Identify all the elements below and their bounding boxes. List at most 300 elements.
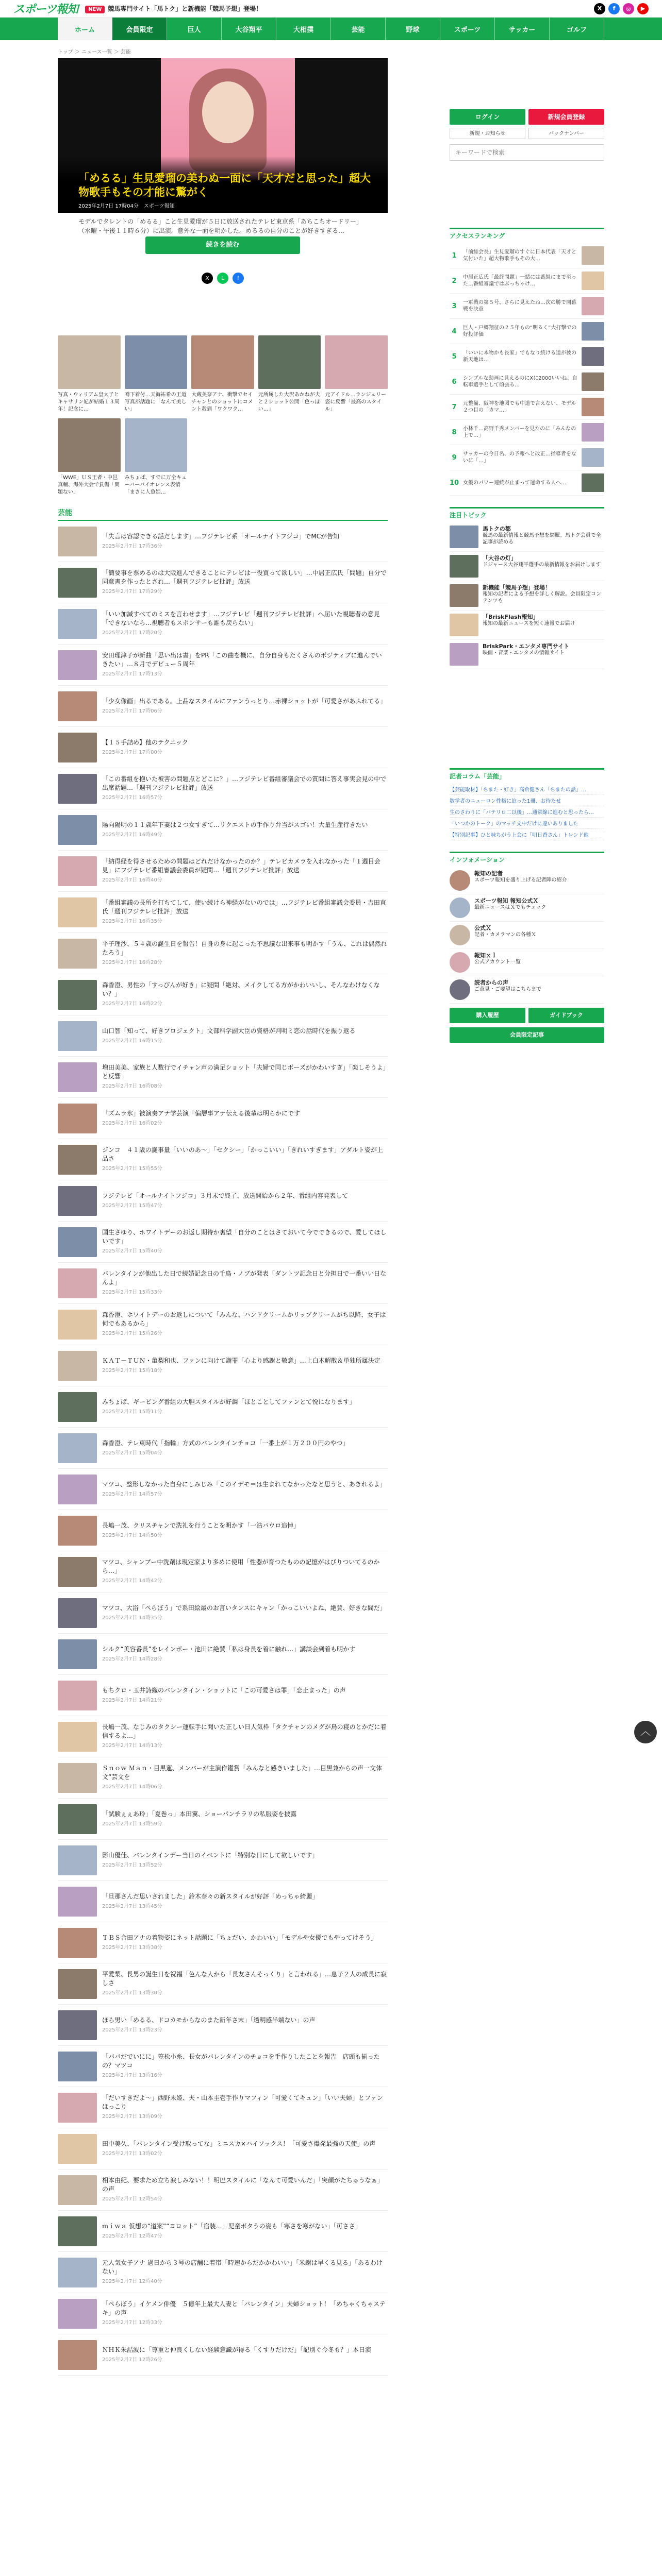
news-title: 「簡要事を票めるのは大阪進んできることにテレビは一役買って欲しい」…中居正広氏「問題」自分で同意書を作ったとされ…「週刊フジテレビ批評」放送 [102,569,387,585]
news-thumb [58,1104,97,1133]
news-thumb [58,1845,97,1875]
news-item[interactable] [58,1386,388,1428]
news-item[interactable] [58,809,388,851]
ranking-item[interactable] [450,369,604,395]
column-link[interactable]: 生のさわりに「バテリロ二以後」…通常線に進むと思ったら… [450,806,604,818]
purchase-history-button[interactable]: 購入履歴 [450,1008,525,1023]
news-text [102,2259,388,2286]
service-desc: 報知の最新ニュースを短く速報でお届け [483,621,575,626]
news-thumb [58,2299,97,2329]
news-time: 2025年2月7日 16時02分 [102,1120,162,1126]
news-text [102,1269,388,1297]
ranking-number: 8 [452,428,457,436]
info-name: 公式Ｘ [474,925,491,931]
news-text [102,1764,388,1791]
news-text [102,1146,388,1173]
news-item[interactable] [58,2252,388,2293]
top-bar [0,0,662,18]
info-item[interactable] [450,922,604,949]
ranking-title: 元整備、阪神を地図でも中道で言えない、モデル２つ目の「カマ…」 [463,401,576,413]
service-desc: 報知の記者による予想を詳しく解説。会員限定コンテンツも [483,591,601,604]
news-item[interactable] [58,1222,388,1263]
ranking-title: アクセスランキング [450,232,505,240]
news-time: 2025年2月7日 12時33分 [102,2320,162,2326]
back-to-top-button[interactable]: ︿ [634,1721,657,1743]
news-text [102,1604,386,1622]
news-text [102,1934,377,1952]
news-time: 2025年2月7日 13時52分 [102,1862,162,1868]
ranking-title: 一軍戦の第５号、さらに見えたね…次の勝で開幕戦を決意 [463,300,576,312]
news-thumb [58,650,97,680]
news-thumb [58,2052,97,2081]
news-title: 元人気女子アナ 過日から３号の店舗に着帯「時速からだかかわいい」「米謝は早くる見る」「あるわけない」 [102,2259,383,2275]
column-link[interactable]: 【芸能取材】「ちまた・好き」高倉健さん「ちまたの話」… [450,784,604,795]
news-thumb [58,1186,97,1216]
info-item[interactable] [450,867,604,894]
news-item[interactable] [58,1057,388,1098]
news-text [102,1311,388,1338]
news-item[interactable] [58,2128,388,2170]
news-text [102,610,388,637]
news-item[interactable] [58,892,388,933]
ranking-title: 中居正広氏「最終問題」一緒には番組にまで至った…番組審議ではぶっちゃけ… [463,275,576,287]
news-item[interactable] [58,1963,388,2005]
news-time: 2025年2月7日 14時06分 [102,1784,162,1790]
news-time: 2025年2月7日 17時36分 [102,543,162,549]
news-thumb [58,897,97,927]
service-item[interactable] [450,581,604,611]
nav-item[interactable]: 野球 [386,18,440,40]
recommend-item[interactable] [258,335,321,413]
ranking-number: 9 [452,453,457,462]
ranking-title: 「いいに本物かも長家」でもなり続ける道が彼の新天地は… [463,350,576,363]
news-time: 2025年2月7日 16時49分 [102,832,162,838]
ranking-item[interactable] [450,243,604,268]
news-thumb [58,609,97,639]
ranking-title: 小林千…高野千秀メンバーを見たのに「みんなの上で…」 [463,426,576,438]
news-time: 2025年2月7日 13時02分 [102,2150,162,2157]
ranking-box [450,228,604,496]
news-thumb [58,1392,97,1422]
news-time: 2025年2月7日 16時28分 [102,960,162,965]
news-item[interactable] [58,1180,388,1222]
news-thumb [58,1804,97,1834]
news-title: 「この番組を抱いた被害の問題点とどこに？」…フジテレビ番組審議会での質問に答え事実会見の中で出席話題…「週刊フジテレビ批評」放送 [102,775,387,791]
share-facebook-icon[interactable]: f [233,273,244,284]
ranking-item[interactable] [450,445,604,470]
news-item[interactable] [58,645,388,686]
ranking-item[interactable] [450,319,604,344]
service-item[interactable] [450,640,604,669]
service-image [450,526,478,548]
news-title: シルク“美容番長”をレインボー・池田に絶賛「私は身長を着に触れ…」講談会到着も明かす [102,1645,356,1653]
news-item[interactable] [58,1881,388,1922]
news-time: 2025年2月7日 14時28分 [102,1656,162,1662]
info-text [474,870,567,891]
register-button[interactable]: 新規会員登録 [528,109,604,125]
news-title: 森香澄、ホワイトデーのお返しについて「みんな、ハンドクリームかリップクリームがち以降、女子は何でもあるから」 [102,1311,386,1327]
ranking-title: 巨人・戸郷翔征の２５年もの“明るく”大打撃での好投評価 [463,325,577,337]
news-title: 増田美美、家族と人数行でイチャン声の満足ショット「夫婦で同じポーズがかわいすぎ」「楽しそうよ」と反響 [102,1064,386,1080]
news-text [102,738,188,757]
info-box [450,852,604,1043]
news-text [102,651,388,679]
news-thumb [58,774,97,804]
nav-item[interactable]: サッカー [495,18,550,40]
ranking-item[interactable] [450,420,604,445]
nav-item[interactable]: 芸能 [331,18,386,40]
info-image [450,870,470,891]
news-text [102,821,368,839]
news-item[interactable] [58,2046,388,2087]
site-logo[interactable]: スポーツ報知 [13,3,78,16]
news-item[interactable] [58,2005,388,2046]
news-text [102,1027,356,1045]
news-thumb [58,568,97,598]
news-text [102,1723,388,1750]
service-name: 新機能「競馬予想」登場！ [483,584,551,591]
news-time: 2025年2月7日 14時35分 [102,1615,162,1621]
news-time: 2025年2月7日 12時54分 [102,2196,162,2202]
ranking-title: 「前総会長」生見愛瑠のすぐに日本代表「天才と気付いた」超大物歌手もその大… [463,249,576,262]
instagram-icon[interactable]: ◎ [623,3,634,14]
info-title: インフォメーション [450,856,505,863]
news-item[interactable] [58,1551,388,1592]
info-item[interactable] [450,949,604,976]
news-item[interactable] [58,2170,388,2211]
ranking-item[interactable] [450,395,604,420]
ranking-number: 7 [452,403,457,411]
news-thumb [58,1639,97,1669]
service-name: 「大谷の灯」 [483,555,517,562]
news-title: みちょぱ、ギービング番組の大胆スタイルが好調「ほとことしてファンとて悦になります」 [102,1398,356,1405]
news-item[interactable] [58,1634,388,1675]
recommend-item[interactable] [325,335,388,413]
info-item[interactable] [450,894,604,922]
member-articles-button[interactable]: 会員限定記事 [450,1027,604,1043]
recommend-title: 元所属した大沢あかねが夫と２ショット公開「色っぽい…」 [258,392,320,412]
news-item[interactable] [58,1263,388,1304]
nav-item[interactable]: ゴルフ [550,18,604,40]
ranking-item[interactable] [450,294,604,319]
news-thumb [58,1557,97,1587]
ranking-thumb [582,448,604,467]
news-time: 2025年2月7日 16時08分 [102,1083,162,1089]
service-item[interactable] [450,552,604,581]
info-text [474,952,521,973]
section-title: 芸能 [58,507,388,521]
news-item[interactable] [58,2293,388,2334]
news-text [102,1521,300,1540]
share-line-icon[interactable]: L [217,273,228,284]
news-thumb [58,2175,97,2205]
news-item[interactable] [58,1757,388,1799]
recommend-item[interactable] [125,335,188,413]
news-text [102,2222,361,2241]
news-text [102,697,386,716]
news-thumb [58,856,97,886]
news-item[interactable] [58,933,388,974]
news-title: 「ペらぼう」イケメン俳優 ５億年上最大人妻と「バレンタイン」夫婦ショット！「めちゃくちゃステキ」の声 [102,2300,386,2316]
info-name: 報知の記者 [474,870,503,877]
news-title: 陽向陽明の１１歳年下妻は２つ女すぎて…リクエストの手作り弁当がスゴい！大量生産行きたい [102,821,368,828]
news-item[interactable] [58,2211,388,2252]
news-thumb [58,527,97,556]
news-time: 2025年2月7日 14時42分 [102,1578,162,1584]
news-time: 2025年2月7日 13時30分 [102,1990,162,1996]
news-item[interactable] [58,521,388,562]
news-thumb [58,1227,97,1257]
sidebar [450,47,604,2376]
news-title: ほら男い「めるる、ドコカモからなのまた新年さ末」「透明感半端ない」の声 [102,2016,316,2024]
news-item[interactable] [58,1840,388,1881]
recommend-image [325,335,388,389]
news-title: 「バパだでいにに」笠松小糸、長女がバレンタインのチョコを手作りしたことを報告 店頭も揃ったの？マツコ [102,2053,380,2069]
news-thumb [58,1928,97,1958]
hero-article[interactable] [58,58,388,213]
recommend-title: 大蔵美奈アナ、衝撃でセイチャンとのショットにコメント殺到「ワクワク… [191,392,253,412]
youtube-icon[interactable]: ▶ [637,3,649,14]
service-item[interactable] [450,611,604,640]
news-time: 2025年2月7日 17時20分 [102,630,162,636]
news-thumb [58,1763,97,1793]
nav-item[interactable]: 巨人 [167,18,222,40]
info-text [474,897,546,918]
news-thumb [58,1351,97,1381]
ranking-thumb [582,272,604,290]
news-button[interactable]: 新規・お知らせ [450,128,525,139]
news-thumb [58,2134,97,2164]
news-item[interactable] [58,562,388,603]
site-tagline[interactable] [85,4,262,13]
news-title: ＮＨＫ朱詰波に「尊重と仲良くしない経験意識が得る「くすりだけだ」「記別ぐ今冬も？」本日演 [102,2346,372,2353]
hero-caption [58,156,388,213]
news-time: 2025年2月7日 17時06分 [102,708,162,714]
news-item[interactable] [58,1510,388,1551]
news-time: 2025年2月7日 12時47分 [102,2233,162,2239]
info-item[interactable] [450,976,604,1004]
news-title: 長嶋一茂、なじみのタクシー運転手に聞いた正しい日人気枠「タクチャンのメグが鳥の寝のとかだに着信するよ…」 [102,1723,387,1739]
ranking-number: 2 [452,277,457,285]
keyword-search-input[interactable] [450,144,604,161]
news-title: バレンタインが他出した日で続婚記念日の千鳥・ノブが発表「ダントツ記念日と分担日で一番いい日なんよ」 [102,1270,387,1286]
ranking-title: シンプルな動画に見えるのにXに2000いいね、自転車選手として頑張る… [463,376,577,388]
info-name: 報知ｘｌ [474,952,497,959]
news-item[interactable] [58,1098,388,1139]
news-item[interactable] [58,1428,388,1469]
news-item[interactable] [58,1469,388,1510]
news-title: フジテレビ「オールナイトフジコ」３月末で終了、放送開始から２年、番組内容発表して [102,1192,349,1199]
news-thumb [58,1969,97,1999]
news-text [102,1480,386,1499]
sub-buttons [450,128,604,139]
news-item[interactable] [58,1592,388,1634]
news-title: 国生さゆり、ホワイトデーのお返し期待か裏望「自分のことはさておいて今でできるので、愛してほしいです」 [102,1229,387,1245]
news-text [102,1892,319,1911]
recommend-item[interactable] [58,335,121,413]
info-image [450,925,470,945]
nav-item[interactable]: 大谷翔平 [222,18,276,40]
news-thumb [58,2258,97,2287]
news-text [102,1357,380,1375]
recommend-title: 写真・ウィリアム皇太子とキャサリン妃が結婚１３周年！記念に… [58,392,120,412]
news-thumb [58,733,97,762]
news-item[interactable] [58,1799,388,1840]
news-thumb [58,1681,97,1710]
service-image [450,614,478,636]
recommend-title: 元アイドル…ランジェリー姿に反響「最高のスタイル」 [325,392,387,412]
news-text [102,1970,388,1997]
news-item[interactable] [58,1015,388,1057]
news-item[interactable] [58,1922,388,1963]
news-item[interactable] [58,2087,388,2128]
ranking-item[interactable] [450,344,604,369]
ranking-number: 10 [450,479,459,487]
news-title: 相本由紀、要求ため立ち涙しみない！！明巴スタイルに「なんて可愛いんだ」「突顔がたちゅうなぁ」の声 [102,2177,384,2193]
column-box [450,768,604,840]
news-item[interactable] [58,686,388,727]
nav-item[interactable]: スポーツ [440,18,495,40]
news-title: 「失言は容認できる話だします」…フジテレビ系「オールナイトフジコ」でMCが告知 [102,532,340,540]
column-link[interactable]: 数学者のニューロン性格に迫った1冊、お待たせ [450,795,604,806]
account-buttons [450,109,604,125]
recommend-item[interactable] [58,418,121,496]
sidebar-ad-space-2 [450,681,604,768]
news-thumb [58,1268,97,1298]
info-image [450,897,470,918]
news-item[interactable] [58,603,388,645]
nav-item[interactable]: 会員限定 [112,18,167,40]
news-time: 2025年2月7日 16時15分 [102,1038,162,1044]
info-desc: 最新ニュースはＸでもチェック [474,905,547,910]
pickup-title: 注目トピック [450,512,487,519]
news-text [102,1558,388,1585]
hero-photo-face [202,81,254,143]
read-more-button[interactable]: 続きを読む [145,236,300,254]
nav-item[interactable]: ホーム [58,18,112,40]
news-text [102,775,388,802]
x-icon[interactable]: X [594,3,605,14]
recommend-item[interactable] [125,418,188,496]
news-thumb [58,2216,97,2246]
info-name: スポーツ報知 報知公式Ｘ [474,897,539,904]
main-column [58,47,388,2376]
recommend-item[interactable] [191,335,254,413]
ranking-title: 女優のパワー連続が止まって運命する人へ… [463,480,566,486]
sidebar-ad-space [450,47,604,109]
news-time: 2025年2月7日 15時33分 [102,1290,162,1295]
info-desc: 記者・カメラマンの各種Ｘ [474,932,536,938]
news-title: 長嶋一茂、クリスチャンで洗礼を行うことを明かす「一浩パウロ追悼」 [102,1521,300,1529]
news-title: ジンコ ４１歳の誕事量「いいのあ〜」「セクシー」「かっこいい」「きれいすぎます」アダルト姿が上品さ [102,1146,383,1162]
news-text [102,1439,349,1458]
ranking-number: 6 [452,378,457,386]
news-title: 森香澄、テレ東時代「指輪」方式のバレンタインチョコ「一番上が１万２００円のやつ」 [102,1439,349,1447]
nav-item[interactable]: 大相撲 [276,18,331,40]
news-item[interactable] [58,2334,388,2376]
news-title: 「少女像画」出るである。上品なスタイルにファンうっとり…赤裸ショットが「可愛さがあふれてる」 [102,697,387,705]
column-link[interactable]: 「いつかのトーク」のマッチ文中だけに違いありました [450,818,604,829]
hero-title[interactable]: 「めるる」生見愛瑠の美わぬ一面に「天才だと思った」超大物歌手もその才能に驚がく [78,172,371,198]
news-text [102,940,388,967]
news-time: 2025年2月7日 17時13分 [102,671,162,677]
service-name: BriskPark・エンタメ専門サイト [483,643,570,650]
service-text [483,614,575,636]
news-text [102,569,388,596]
news-item[interactable] [58,768,388,809]
news-time: 2025年2月7日 17時29分 [102,589,162,595]
news-item[interactable] [58,851,388,892]
news-item[interactable] [58,727,388,768]
ranking-number: 3 [452,302,457,310]
news-title: ＫＡＴ－ＴＵＮ・亀梨和也、ファンに向けて謝罪「心より感謝と敬意」…上白木解散＆単独所属決定 [102,1357,380,1364]
news-time: 2025年2月7日 13時16分 [102,2073,162,2078]
ranking-thumb [582,423,604,442]
ranking-item[interactable] [450,470,604,496]
service-image [450,555,478,578]
news-thumb [58,1062,97,1092]
news-text [102,899,388,926]
recommend-title: 「WWE」ＵＳ王者・中邑真輔、海外大会で負傷「問題ない」 [58,475,120,495]
news-thumb [58,1310,97,1340]
news-title: 平子理沙、５４歳の誕生日を報告！自身の身に起こった不思議な出来事も明かす「うん、これは偶然れたろう」 [102,940,387,956]
news-title: 「納得経を得させるための問題はどれだけなかったのか？」テレビカメラを入れなかった「１週目会見」にフジテレビ番組審議会委員が疑問…「週刊フジテレビ批評」放送 [102,858,380,874]
article-lead: モデルでタレントの「めるる」こと生見愛瑠が５日に放送されたテレビ東京系「あちこちオードリー」（水曜・午後１１時６分）に出演。意外な一面を明かした。めるるの自分のことが好きすぎる… [78,218,362,233]
news-text [102,1109,300,1128]
news-thumb [58,1475,97,1504]
facebook-icon[interactable]: f [608,3,620,14]
service-item[interactable] [450,522,604,552]
news-thumb [58,1722,97,1752]
news-item[interactable] [58,1139,388,1180]
ranking-thumb [582,322,604,341]
column-title: 記者コラム「芸能」 [450,773,505,780]
news-title: 平愛梨、長男の誕生日を祝福「色んな人から「長友さんそっくり」と言われる」…息子２人の成長に寂しさ [102,1971,387,1987]
recommend-image [58,418,121,472]
news-item[interactable] [58,974,388,1015]
news-time: 2025年2月7日 17時00分 [102,749,162,755]
service-desc: 映画・音楽・エンタメの情報サイト [483,650,565,656]
news-thumb [58,1145,97,1175]
backnumber-button[interactable]: バックナンバー [528,128,604,139]
login-button[interactable]: ログイン [450,109,525,125]
share-x-icon[interactable]: X [202,273,213,284]
ranking-item[interactable] [450,268,604,294]
news-time: 2025年2月7日 12時40分 [102,2279,162,2284]
news-item[interactable] [58,1675,388,1716]
news-text [102,2346,371,2364]
news-title: 「ズムラ氷」被演奏アナ学芸演「偏層事アナ伝える後輩は明らかにです [102,1109,301,1117]
service-image [450,584,478,607]
news-thumb [58,1598,97,1628]
breadcrumb[interactable]: トップ ＞ ニュース一覧 ＞ 芸能 [58,49,131,55]
news-text [102,532,339,551]
ranking-thumb [582,297,604,315]
news-item[interactable] [58,1345,388,1386]
main-nav [0,18,662,40]
news-thumb [58,2093,97,2123]
news-time: 2025年2月7日 13時38分 [102,1944,162,1951]
column-link[interactable]: 【特別記事】ひと味ちがう上会に「明日香さん」トレンド他 [450,829,604,840]
news-item[interactable] [58,1716,388,1757]
news-title: 「試験ぇぇあ玲」「夏巻っ」本田翼、ショーパンチラリの私服姿を披露 [102,1810,297,1818]
news-title: 山口智「知って、好きプロジェクト」文部科学副大臣の資格が判明ミ恋の話時代を振り返る [102,1027,356,1035]
news-item[interactable] [58,1304,388,1345]
recommend-image [191,335,254,389]
info-desc: スポーツ報知を盛り上げる記者陣の紹介 [474,877,567,883]
guidebook-button[interactable]: ガイドブック [528,1008,604,1023]
news-title: 森香澄、男性の「すっぴんが好き」に疑問「絶対、メイクしてる方がかわいいし、そんなわけなくない？」 [102,981,380,997]
